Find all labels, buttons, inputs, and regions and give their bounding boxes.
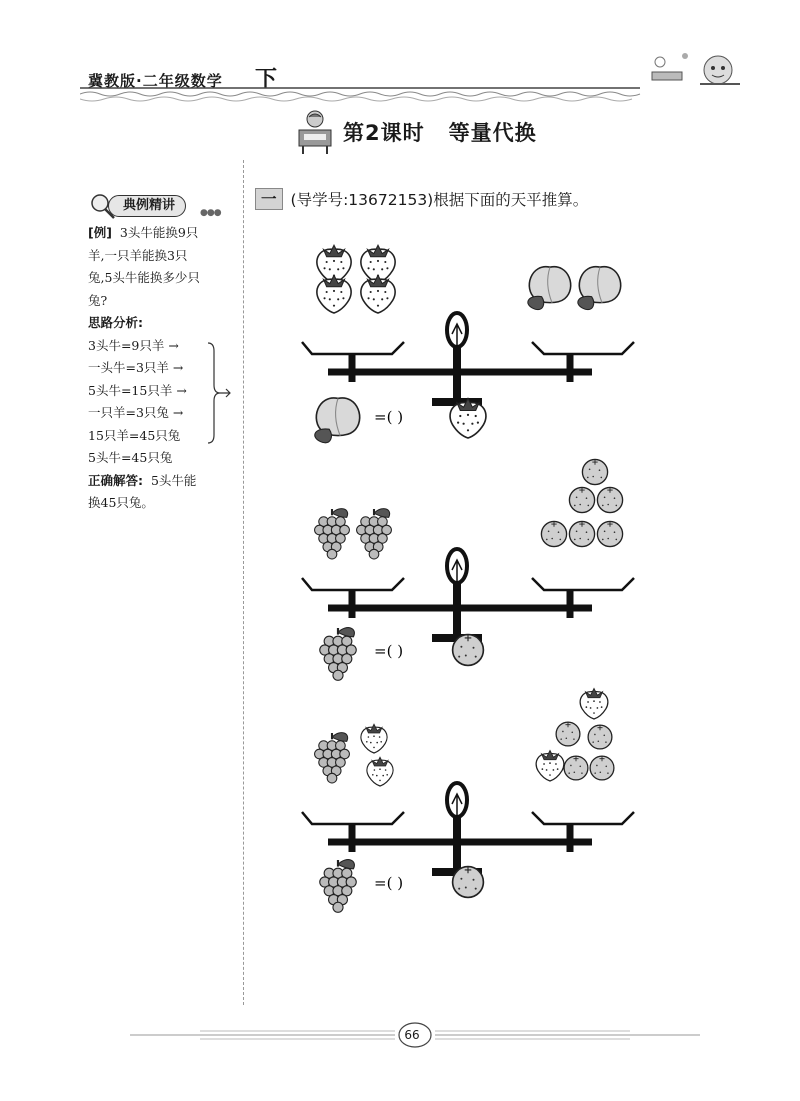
column-divider (243, 160, 244, 1005)
balance-problems (292, 232, 652, 922)
answer-label: 正确解答: (88, 472, 143, 488)
orange-icon (590, 756, 614, 780)
orange-icon (564, 756, 588, 780)
example-tag: [例] (88, 225, 112, 240)
example-line: 兔,5头牛能换多少只 (88, 270, 200, 285)
analysis-steps (88, 335, 236, 470)
question-number: 一 (255, 188, 283, 210)
peach-icon (528, 267, 571, 310)
dots-decoration: ●●● (200, 208, 221, 218)
orange-icon (453, 867, 484, 898)
strawberry-icon (450, 398, 486, 438)
strawberry-icon (361, 724, 387, 753)
header-grade-subject: 二年级数学 (142, 72, 223, 90)
orange-icon (588, 725, 612, 749)
example-line: 羊,一只羊能换3只 (88, 247, 188, 263)
peach-icon (315, 398, 360, 443)
page-number: 66 (404, 1028, 420, 1042)
bracket-icon (206, 341, 232, 445)
orange-icon (541, 521, 566, 546)
grapes-icon (320, 628, 357, 681)
teacher-icon (295, 108, 335, 156)
answer-line: 换45只兔。 (88, 495, 154, 510)
peach-icon (578, 267, 621, 310)
grapes-icon (315, 733, 350, 783)
grapes-icon (320, 860, 357, 913)
analysis-step: 5头牛=45只兔 (88, 450, 173, 465)
strawberry-icon (367, 757, 393, 786)
strawberry-icon (536, 750, 564, 781)
example-sidebar (88, 192, 236, 515)
header-kids-icon (640, 42, 750, 102)
example-line: 兔? (88, 292, 108, 308)
lesson-number: 第2课时 (343, 121, 425, 145)
lesson-title (295, 108, 537, 156)
strawberry-icon (361, 275, 395, 313)
balance-scale (302, 313, 634, 402)
sidebar-section-header (88, 192, 236, 220)
analysis-step: 3头牛=9只羊 → (88, 337, 179, 353)
analysis-label: 思路分析: (88, 315, 143, 330)
orange-icon (569, 521, 594, 546)
question-text: (导学号:13672153)根据下面的天平推算。 (290, 191, 589, 209)
analysis-step: 一头牛=3只羊 → (88, 360, 184, 375)
lesson-name: 等量代换 (448, 121, 537, 145)
grapes-icon (315, 509, 350, 559)
answer-blank[interactable]: =( ) (374, 874, 404, 892)
example-line: 3头牛能换9只 (119, 225, 199, 240)
example-text (88, 222, 236, 312)
answer-blank[interactable]: =( ) (374, 408, 404, 426)
strawberry-icon (317, 275, 351, 313)
header-volume: 下 (254, 67, 278, 92)
header-edition: 冀教版 (88, 72, 137, 90)
analysis-step: 一只羊=3只兔 → (88, 405, 184, 420)
analysis-step: 5头牛=15只羊 → (88, 382, 187, 398)
orange-icon (597, 521, 622, 546)
analysis-step: 15只羊=45只兔 (88, 427, 181, 443)
grapes-icon (357, 509, 392, 559)
orange-icon (569, 487, 594, 512)
answer-blank[interactable]: =( ) (374, 642, 404, 660)
sidebar-section-label: 典例精讲 (108, 195, 186, 217)
orange-icon (597, 487, 622, 512)
orange-icon (582, 459, 607, 484)
strawberry-icon (580, 688, 608, 719)
answer-row (315, 398, 486, 443)
balance-scale (302, 549, 634, 638)
question-header (255, 188, 588, 210)
orange-icon (556, 722, 580, 746)
balance-scale (302, 783, 634, 872)
answer-line: 5头牛能 (150, 472, 197, 488)
header-separator: · (136, 72, 143, 90)
orange-icon (453, 635, 484, 666)
